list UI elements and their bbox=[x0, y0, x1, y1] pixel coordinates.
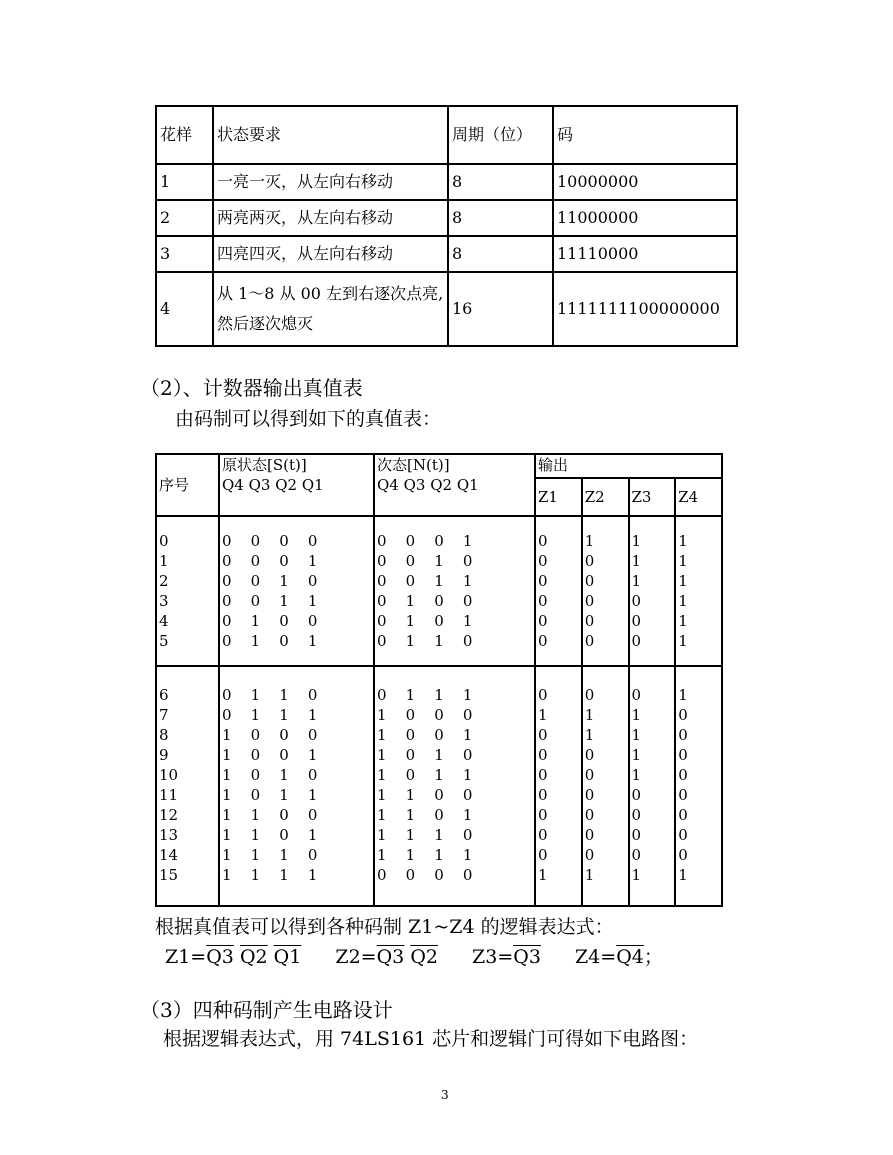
paragraph: 由码制可以得到如下的真值表： bbox=[175, 408, 442, 430]
table-header-row bbox=[156, 454, 722, 478]
header-line: Q4 Q3 Q2 Q1 bbox=[222, 476, 324, 494]
table-row bbox=[156, 272, 737, 346]
overlined-var: Q3 bbox=[206, 946, 234, 968]
punctuation: ； bbox=[643, 946, 663, 968]
table-row bbox=[156, 236, 737, 272]
header-cell: 状态要求 bbox=[213, 106, 448, 164]
overlined-var: Q1 bbox=[273, 946, 302, 968]
table-cell: 1 bbox=[156, 164, 213, 200]
header-cell: Z1 bbox=[535, 478, 582, 516]
paragraph: 根据真值表可以得到各种码制 Z1~Z4 的逻辑表达式： bbox=[155, 916, 614, 938]
table-cell: 10000000 bbox=[553, 164, 737, 200]
header-cell: Z2 bbox=[582, 478, 629, 516]
table-cell: 4 bbox=[156, 272, 213, 346]
header-cell bbox=[219, 454, 374, 516]
overlined-var: Q3 bbox=[376, 946, 405, 968]
header-cell bbox=[374, 454, 535, 516]
table-cell: 8 bbox=[448, 164, 553, 200]
table-cell: 11110000 bbox=[553, 236, 737, 272]
z1-expression bbox=[165, 946, 301, 968]
paragraph: 根据逻辑表达式，用 74LS161 芯片和逻辑门可得如下电路图： bbox=[163, 1028, 699, 1050]
table-cell: 0 0 0 0 0 0 bbox=[535, 516, 582, 666]
table-row bbox=[156, 516, 722, 666]
pattern-table bbox=[155, 105, 738, 347]
header-cell: 周期（位） bbox=[448, 106, 553, 164]
header-cell: Z3 bbox=[629, 478, 676, 516]
section-heading: （2）、计数器输出真值表 bbox=[140, 376, 363, 400]
overlined-var: Q4 bbox=[616, 946, 644, 968]
table-cell: 0 1 0 0 0 0 0 0 0 1 bbox=[535, 666, 582, 906]
table-cell: 0 1 1 1 1 0 0 0 0 1 bbox=[629, 666, 676, 906]
expr-lhs: Z3= bbox=[472, 946, 514, 968]
table-row bbox=[156, 200, 737, 236]
table-cell: 1 1 1 0 0 0 bbox=[629, 516, 676, 666]
table-cell: 0 1 1 1 1 0 0 0 1 0 0 1 1 0 1 0 1 0 1 1 1 1 0 0 1 1 0 1 1 1 1 0 1 1 1 1 0 0 0 0 bbox=[374, 666, 535, 906]
header-cell: 输出 bbox=[535, 454, 722, 478]
table-cell: 11000000 bbox=[553, 200, 737, 236]
table-cell: 两亮两灭，从左向右移动 bbox=[213, 200, 448, 236]
page-number: 3 bbox=[441, 1088, 449, 1102]
z3-expression bbox=[472, 946, 541, 968]
table-cell: 0 0 0 0 0 0 0 1 0 0 1 0 0 0 1 1 0 1 0 0 0 1 0 1 bbox=[219, 516, 374, 666]
table-cell bbox=[213, 272, 448, 346]
expr-lhs: Z1= bbox=[165, 946, 207, 968]
table-row bbox=[156, 666, 722, 906]
expr-lhs: Z2= bbox=[335, 946, 377, 968]
header-line: Q4 Q3 Q2 Q1 bbox=[377, 476, 479, 494]
table-header-row bbox=[156, 106, 737, 164]
truth-table bbox=[155, 453, 723, 907]
table-cell: 3 bbox=[156, 236, 213, 272]
overlined-var: Q3 bbox=[513, 946, 541, 968]
section-heading: （3）四种码制产生电路设计 bbox=[140, 998, 393, 1022]
logic-expressions bbox=[165, 942, 663, 969]
cell-line: 从 1～8 从 00 左到右逐次点亮, bbox=[217, 284, 444, 303]
table-cell: 0 1 1 0 0 1 1 1 1 0 0 0 1 0 0 1 1 0 1 0 1 0 1 1 1 1 0 0 1 1 0 1 1 1 1 0 1 1 1 1 bbox=[219, 666, 374, 906]
overlined-var: Q2 bbox=[410, 946, 438, 968]
table-cell: 一亮一灭，从左向右移动 bbox=[213, 164, 448, 200]
expr-lhs: Z4= bbox=[574, 946, 617, 968]
table-row bbox=[156, 164, 737, 200]
table-cell: 8 bbox=[448, 200, 553, 236]
table-cell: 0 0 0 1 0 0 1 0 0 0 1 1 0 1 0 0 0 1 0 1 0 1 1 0 bbox=[374, 516, 535, 666]
table-cell: 6 7 8 9 10 11 12 13 14 15 bbox=[156, 666, 219, 906]
table-cell: 1 0 0 0 0 0 bbox=[582, 516, 629, 666]
z2-expression bbox=[335, 946, 438, 968]
z4-expression bbox=[575, 946, 663, 968]
table-cell: 2 bbox=[156, 200, 213, 236]
header-line: 次态[N(t)] bbox=[377, 456, 450, 474]
header-cell: 码 bbox=[553, 106, 737, 164]
table-cell: 1 1 1 1 1 1 bbox=[675, 516, 722, 666]
table-cell: 1 0 0 0 0 0 0 0 0 1 bbox=[675, 666, 722, 906]
cell-line: 然后逐次熄灭 bbox=[217, 314, 314, 333]
table-cell: 四亮四灭，从左向右移动 bbox=[213, 236, 448, 272]
header-line: 原状态[S(t)] bbox=[222, 456, 307, 474]
overlined-var: Q2 bbox=[239, 946, 268, 968]
header-cell: 序号 bbox=[156, 454, 219, 516]
table-cell: 0 1 2 3 4 5 bbox=[156, 516, 219, 666]
table-cell: 0 1 1 0 0 0 0 0 0 1 bbox=[582, 666, 629, 906]
table-cell: 1111111100000000 bbox=[553, 272, 737, 346]
table-cell: 8 bbox=[448, 236, 553, 272]
header-cell: 花样 bbox=[156, 106, 213, 164]
table-cell: 16 bbox=[448, 272, 553, 346]
header-cell: Z4 bbox=[675, 478, 722, 516]
